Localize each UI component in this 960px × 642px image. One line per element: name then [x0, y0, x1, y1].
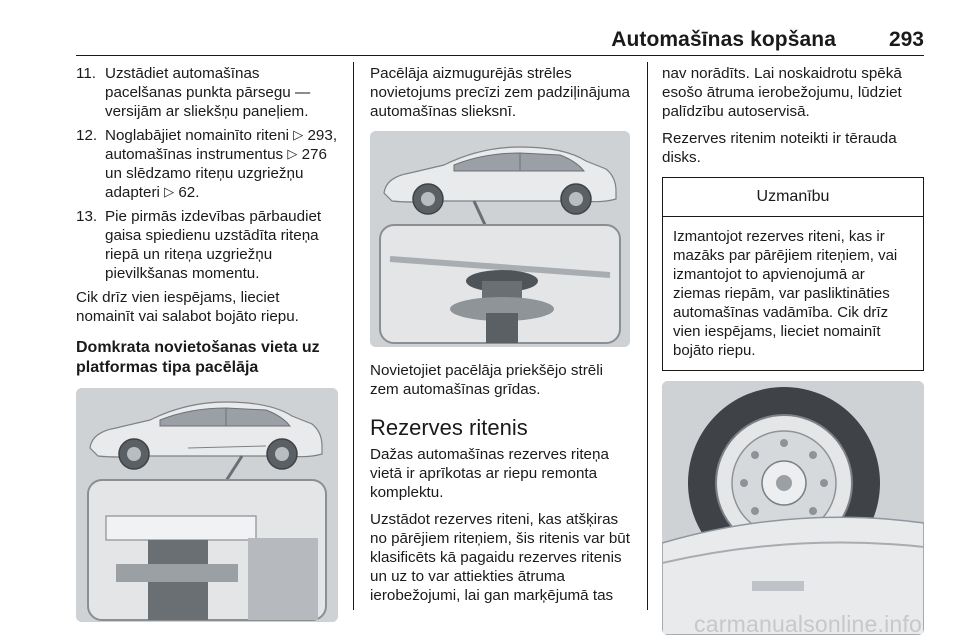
step-item — [76, 64, 338, 121]
steel-rim-text: Rezerves ritenim noteikti ir tērauda disks. — [662, 130, 897, 166]
spare-wheel-classification: Uzstādot rezerves riteni, kas atšķiras no pārējiem riteņiem, šis ritenis var būt klasificēts kā pagaidu rezerves ritenis un uz to var attiekties ātruma ierobežojumi, lai gan marķējumā tas — [370, 511, 630, 604]
step-text: Noglabājiet nomainīto riteni — [105, 127, 294, 144]
steps-list — [76, 64, 338, 283]
page-reference-arrow-icon: ▷ — [164, 184, 175, 199]
header-rule — [76, 55, 924, 56]
page-number: 293 — [888, 28, 924, 51]
rear-arm-text: Pacēlāja aizmugurējās strēles novietojums precīzi zem padziļinājuma automašīnas slieksnī. — [370, 65, 630, 120]
caution-box — [662, 177, 924, 371]
column-2 — [370, 64, 634, 613]
lift-front-arm-illustration — [370, 131, 630, 347]
column-divider-2 — [647, 62, 648, 610]
step-number: 13. — [76, 208, 98, 225]
column-1 — [76, 64, 338, 622]
spare-wheel-heading: Rezerves ritenis — [370, 415, 528, 440]
front-arm-text: Novietojiet pacēlāja priekšējo strēli zem automašīnas grīdas. — [370, 362, 603, 398]
replace-tire-note: Cik drīz vien iespējams, lieciet nomainīt vai salabot bojāto riepu. — [76, 289, 299, 325]
step-number: 12. — [76, 127, 98, 144]
caution-body: Izmantojot rezerves riteni, kas ir mazāks par pārējiem riteņiem, vai izmantojot to apvienojumā ar ziemas riepām, var pasliktināties automašīnas vadāmība. Cik drīz vien iespējams, lieciet nomainīt bojāto riepu. — [673, 228, 898, 359]
step-item — [76, 126, 338, 202]
step-text: 62. — [174, 184, 200, 201]
step-text: 276 un slēdzamo riteņu uzgriežņu adapteri — [105, 146, 327, 201]
step-text: Uzstādiet automašīnas pacelšanas punkta pārsegu — versijām ar sliekšņu paneļiem. — [105, 65, 311, 120]
speed-limit-text: nav norādīts. Lai noskaidrotu spēkā esošo ātruma ierobežojumu, lūdziet palīdzību autoservisā. — [662, 65, 902, 120]
watermark: carmanualsonline.info — [694, 611, 922, 637]
step-text: 293, automašīnas instrumentus — [105, 127, 338, 163]
step-item — [76, 207, 338, 283]
step-number: 11. — [76, 65, 96, 82]
jack-position-heading: Domkrata novietošanas vieta uz platformas tipa pacēlāja — [76, 339, 320, 376]
column-3 — [662, 64, 924, 635]
spare-wheel-illustration — [662, 381, 924, 635]
spare-wheel-intro: Dažas automašīnas rezerves riteņa vietā ir aprīkotas ar riepu remonta komplektu. — [370, 446, 609, 501]
column-divider-1 — [353, 62, 354, 610]
caution-title: Uzmanību — [663, 178, 923, 217]
step-text: Pie pirmās izdevības pārbaudiet gaisa spiedienu uzstādīta riteņa riepā un riteņa uzgriežņu pievilkšanas momentu. — [105, 208, 322, 282]
page-reference-arrow-icon: ▷ — [293, 127, 304, 142]
page-reference-arrow-icon: ▷ — [287, 146, 298, 161]
header-title: Automašīnas kopšana — [611, 28, 836, 51]
lift-rear-arm-illustration — [76, 388, 338, 622]
